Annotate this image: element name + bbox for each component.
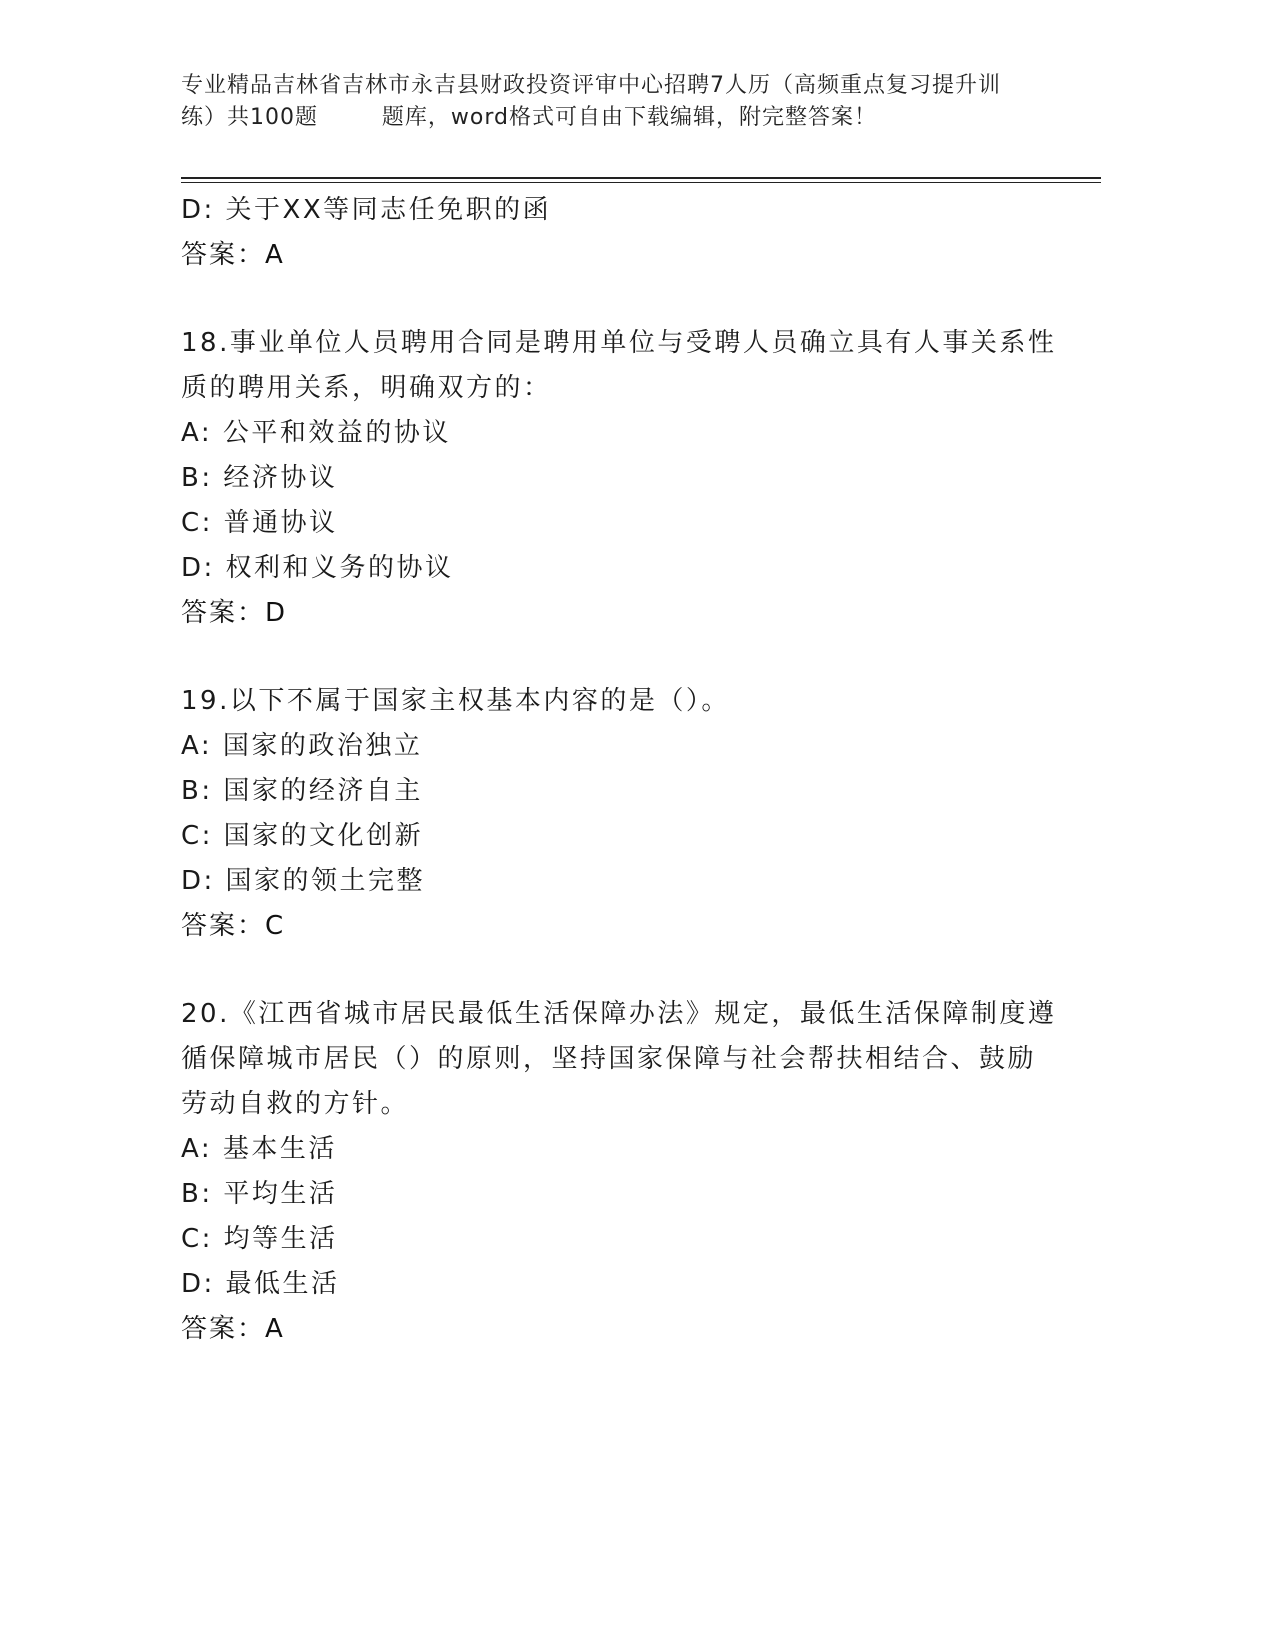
header-divider-thin	[181, 182, 1101, 183]
option-b: B: 平均生活	[181, 1179, 338, 1209]
page-header	[181, 70, 1081, 134]
option-a: A: 国家的政治独立	[181, 731, 423, 761]
option-c: C: 普通协议	[181, 508, 338, 538]
question-stem-line: 18.事业单位人员聘用合同是聘用单位与受聘人员确立具有人事关系性	[181, 328, 1057, 358]
header-title-line-2: 练）共100题 题库，word格式可自由下载编辑，附完整答案！	[181, 105, 878, 130]
option-c: C: 国家的文化创新	[181, 821, 424, 851]
option-a: A: 基本生活	[181, 1134, 337, 1164]
answer-line: 答案：D	[181, 598, 288, 628]
header-divider-thick	[181, 177, 1101, 179]
option-d: D: 关于XX等同志任免职的函	[181, 195, 552, 225]
question-stem-line: 19.以下不属于国家主权基本内容的是（）。	[181, 686, 730, 716]
option-b: B: 经济协议	[181, 463, 338, 493]
question-stem-line: 劳动自救的方针。	[181, 1089, 410, 1119]
question-19	[181, 679, 1061, 949]
option-d: D: 最低生活	[181, 1269, 340, 1299]
option-d: D: 国家的领土完整	[181, 866, 426, 896]
question-stem-line: 循保障城市居民（）的原则，坚持国家保障与社会帮扶相结合、鼓励	[181, 1044, 1037, 1074]
question-18	[181, 321, 1061, 636]
header-title-line-1: 专业精品吉林省吉林市永吉县财政投资评审中心招聘7人历（高频重点复习提升训	[181, 73, 1001, 98]
question-list	[181, 188, 1061, 1352]
answer-line: 答案：A	[181, 240, 285, 270]
option-b: B: 国家的经济自主	[181, 776, 423, 806]
option-d: D: 权利和义务的协议	[181, 553, 454, 583]
answer-line: 答案：C	[181, 911, 286, 941]
question-stem-line: 质的聘用关系，明确双方的：	[181, 373, 552, 403]
option-c: C: 均等生活	[181, 1224, 338, 1254]
option-a: A: 公平和效益的协议	[181, 418, 451, 448]
question-stem-line: 20.《江西省城市居民最低生活保障办法》规定，最低生活保障制度遵	[181, 999, 1057, 1029]
question-20	[181, 992, 1061, 1352]
answer-line: 答案：A	[181, 1314, 285, 1344]
